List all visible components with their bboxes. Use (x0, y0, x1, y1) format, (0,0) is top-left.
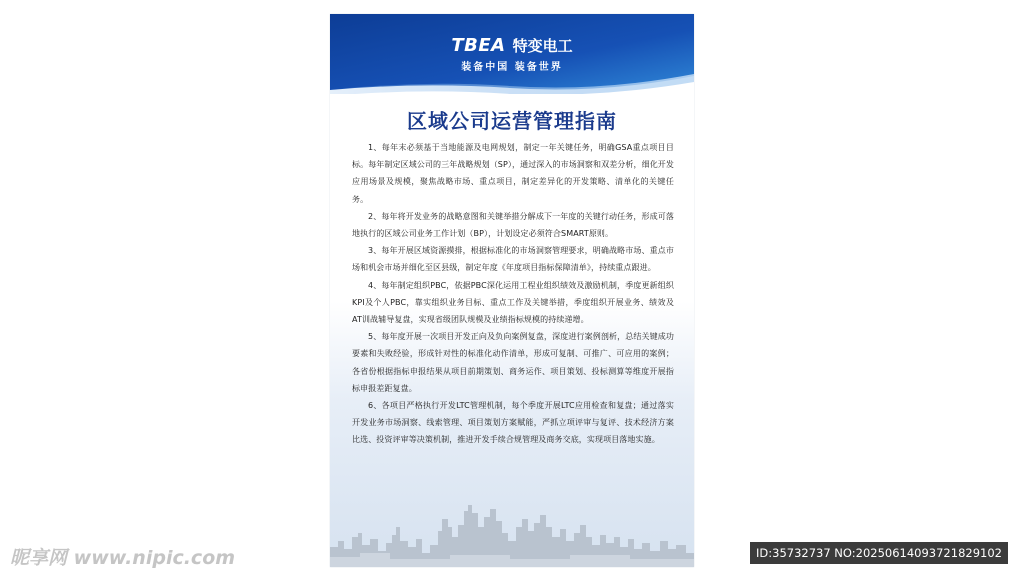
guide-paragraph-4: 4、每年制定组织PBC，依据PBC深化运用工程业组织绩效及激励机制，季度更新组织KPI及个人PBC，靠实组织业务目标、重点工作及关键举措，季度组织开展业务、绩效及AT训战辅导复盘，实现省级团队规模及业绩指标规模的持续递增。 (352, 280, 674, 325)
guide-paragraph-1: 1、每年末必须基于当地能源及电网规划，制定一年关键任务，明确GSA重点项目目标。每年制定区域公司的三年战略规划（SP），通过深入的市场洞察和双差分析，细化开发应用场景及规模，聚焦战略市场、重点项目，制定差异化的开发策略、清单化的关键任务。 (352, 143, 674, 204)
guide-body (352, 139, 674, 449)
brand-name-cn: 特变电工 (512, 37, 573, 55)
poster (330, 14, 694, 567)
watermark-site-name: 昵享网 (10, 547, 68, 569)
brand-name-en: TBEA (451, 35, 506, 56)
guide-paragraph-3: 3、每年开展区域资源摸排，根据标准化的市场洞察管理要求，明确战略市场、重点市场和机会市场并细化至区县级，制定年度《年度项目指标保障清单》，持续重点跟进。 (352, 246, 674, 273)
city-skyline-graphic (330, 497, 694, 567)
watermark-url: www.nipic.com (73, 547, 236, 569)
page-title: 区域公司运营管理指南 (407, 109, 617, 133)
guide-paragraph-5: 5、每年度开展一次项目开发正向及负向案例复盘，深度进行案例剖析，总结关键成功要素和失败经验，形成针对性的标准化动作清单，形成可复制、可推广、可应用的案例；各省份根据指标申报结果从项目前期策划、商务运作、项目策划、投标测算等维度开展指标申报差距复盘。 (352, 332, 674, 393)
guide-paragraph-6: 6、各项目严格执行开发LTC管理机制，每个季度开展LTC应用检查和复盘；通过落实开发业务市场洞察、线索管理、项目策划方案赋能，严抓立项评审与复评、技术经济方案比选、投资评审等决策机制，推进开发手续合规管理及商务交底，实现项目落地实施。 (352, 401, 674, 445)
watermark-logo (10, 543, 235, 570)
brand-slogan: 装备中国 装备世界 (461, 62, 563, 73)
image-id-label: ID:35732737 NO:20250614093721829102 (750, 542, 1008, 564)
guide-paragraph-2: 2、每年将开发业务的战略意图和关键举措分解成下一年度的关键行动任务，形成可落地执行的区域公司业务工作计划（BP），计划设定必须符合SMART原则。 (352, 211, 674, 239)
header-banner (330, 14, 694, 94)
brand-logo (330, 35, 694, 56)
